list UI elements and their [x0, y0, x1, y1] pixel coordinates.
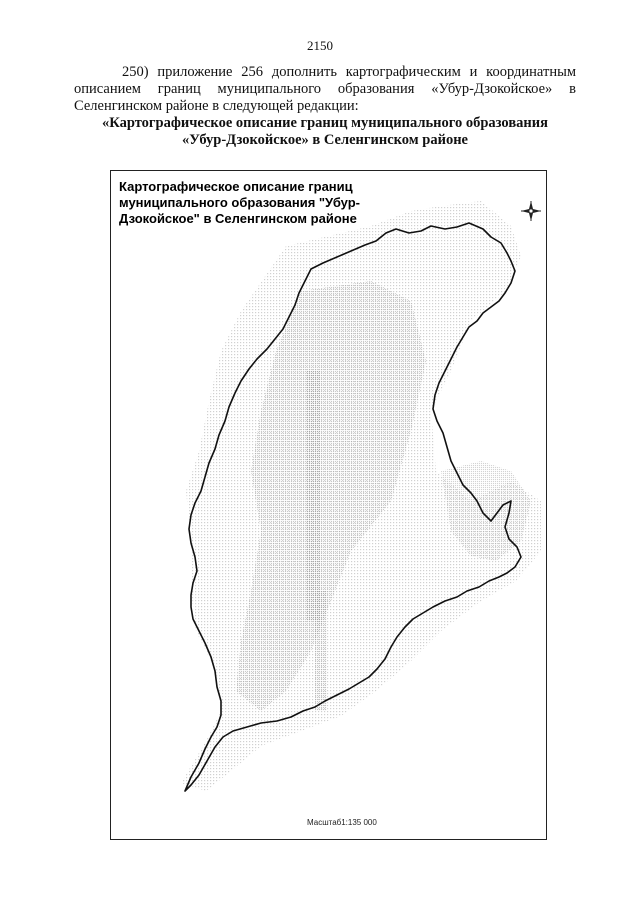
page-number: 2150 [307, 38, 333, 53]
heading-line-1: «Картографическое описание границ муниципального образования [102, 115, 548, 131]
amendment-paragraph: 250) приложение 256 дополнить картографическим и координатным описанием границ муниципального образования «Убур-Дзокойское» в Селенгинском районе в следующей редакции: [74, 64, 576, 114]
heading-line-2: «Убур-Дзокойское» в Селенгинском районе [182, 132, 468, 148]
map-frame [110, 170, 547, 840]
document-heading [74, 115, 576, 149]
terrain-relief [181, 201, 541, 791]
map-canvas [111, 171, 548, 841]
map-scale-label: Масштаб1:135 000 [307, 818, 377, 827]
compass-rose-icon [521, 201, 541, 221]
map-title: Картографическое описание границ муниципального образования "Убур-Дзокойское" в Селенгинском районе [119, 179, 361, 226]
